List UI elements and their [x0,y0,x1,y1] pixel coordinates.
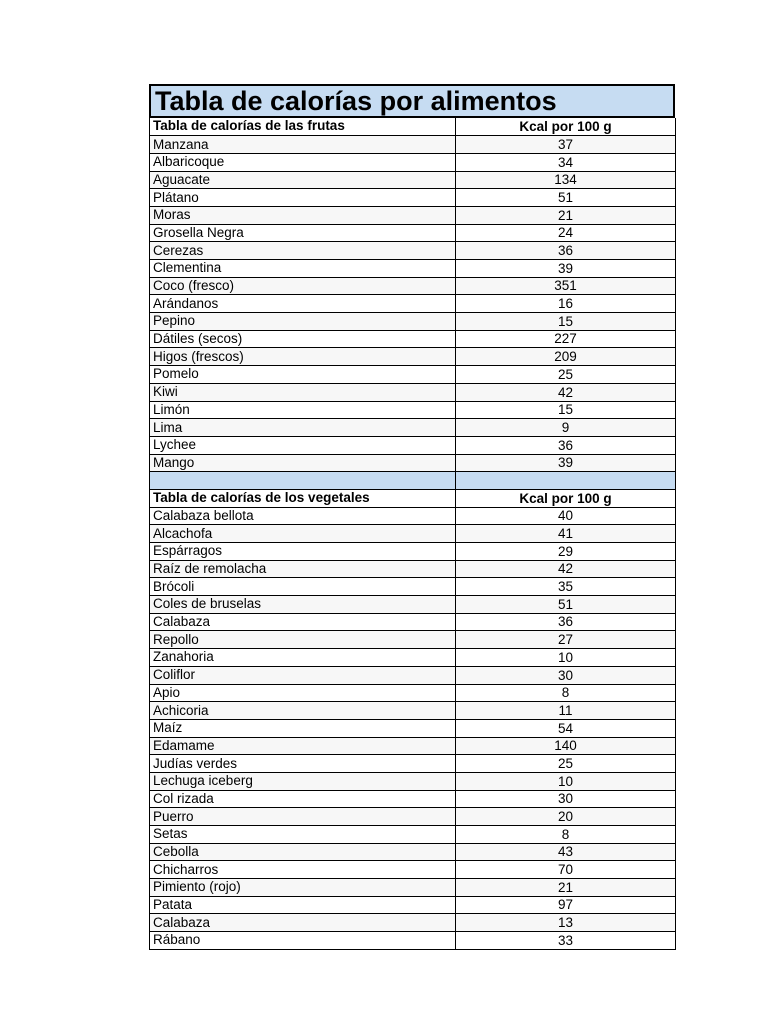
kcal-value-cell: 20 [456,808,676,826]
kcal-value-cell: 16 [456,295,676,313]
table-row [150,896,676,914]
food-name-cell: Kiwi [150,383,456,401]
food-name-cell: Lechuga iceberg [150,772,456,790]
page-title: Tabla de calorías por alimentos [149,84,675,118]
kcal-value-cell: 34 [456,153,676,171]
food-name-cell: Rábano [150,932,456,950]
food-name-cell: Puerro [150,808,456,826]
table-row [150,348,676,366]
kcal-value-cell: 209 [456,348,676,366]
food-name-cell: Grosella Negra [150,224,456,242]
food-name-cell: Apio [150,684,456,702]
food-name-cell: Raíz de remolacha [150,560,456,578]
food-name-cell: Patata [150,896,456,914]
kcal-value-cell: 351 [456,277,676,295]
kcal-value-cell: 25 [456,366,676,384]
table-row [150,525,676,543]
kcal-value-cell: 140 [456,737,676,755]
kcal-value-cell: 36 [456,436,676,454]
food-name-cell: Pepino [150,313,456,331]
kcal-value-cell: 8 [456,684,676,702]
kcal-value-cell: 36 [456,613,676,631]
table-row [150,383,676,401]
kcal-value-cell: 97 [456,896,676,914]
food-name-cell: Cebolla [150,843,456,861]
table-row [150,277,676,295]
section-header-label: Tabla de calorías de los vegetales [150,489,456,507]
table-row [150,596,676,614]
food-name-cell: Coco (fresco) [150,277,456,295]
kcal-value-cell: 13 [456,914,676,932]
kcal-value-cell: 42 [456,383,676,401]
food-name-cell: Aguacate [150,171,456,189]
kcal-value-cell: 36 [456,242,676,260]
table-row [150,543,676,561]
section-header-row [150,118,676,136]
table-row [150,631,676,649]
kcal-value-cell: 51 [456,189,676,207]
food-name-cell: Manzana [150,136,456,154]
food-name-cell: Espárragos [150,543,456,561]
food-name-cell: Calabaza [150,914,456,932]
section-header-unit: Kcal por 100 g [456,489,676,507]
kcal-value-cell: 39 [456,454,676,472]
food-name-cell: Lychee [150,436,456,454]
kcal-value-cell: 43 [456,843,676,861]
kcal-value-cell: 27 [456,631,676,649]
kcal-value-cell: 42 [456,560,676,578]
kcal-value-cell: 30 [456,790,676,808]
table-row [150,613,676,631]
food-name-cell: Cerezas [150,242,456,260]
food-name-cell: Mango [150,454,456,472]
food-name-cell: Coles de bruselas [150,596,456,614]
kcal-value-cell: 25 [456,755,676,773]
table-row [150,189,676,207]
food-name-cell: Plátano [150,189,456,207]
kcal-value-cell: 37 [456,136,676,154]
section-header-unit: Kcal por 100 g [456,118,676,136]
food-name-cell: Albaricoque [150,153,456,171]
kcal-value-cell: 70 [456,861,676,879]
kcal-value-cell: 33 [456,932,676,950]
table-row [150,932,676,950]
kcal-value-cell: 40 [456,507,676,525]
food-name-cell: Limón [150,401,456,419]
table-row [150,578,676,596]
table-row [150,260,676,278]
food-name-cell: Higos (frescos) [150,348,456,366]
food-name-cell: Dátiles (secos) [150,330,456,348]
kcal-value-cell: 15 [456,401,676,419]
table-row [150,914,676,932]
table-row [150,330,676,348]
table-row [150,242,676,260]
kcal-value-cell: 29 [456,543,676,561]
kcal-value-cell: 39 [456,260,676,278]
table-row [150,826,676,844]
kcal-value-cell: 21 [456,879,676,897]
table-row [150,684,676,702]
food-name-cell: Coliflor [150,666,456,684]
table-row [150,666,676,684]
table-row [150,861,676,879]
kcal-value-cell: 15 [456,313,676,331]
kcal-value-cell: 51 [456,596,676,614]
table-row [150,702,676,720]
kcal-value-cell: 10 [456,649,676,667]
table-row [150,790,676,808]
table-row [150,755,676,773]
separator-cell [456,472,676,490]
table-row [150,454,676,472]
food-name-cell: Moras [150,206,456,224]
food-name-cell: Judías verdes [150,755,456,773]
table-row [150,171,676,189]
food-name-cell: Edamame [150,737,456,755]
food-name-cell: Col rizada [150,790,456,808]
food-name-cell: Calabaza bellota [150,507,456,525]
table-row [150,772,676,790]
food-name-cell: Pomelo [150,366,456,384]
table-row [150,436,676,454]
calorie-sheet [149,84,675,950]
table-row [150,507,676,525]
table-row [150,808,676,826]
food-name-cell: Setas [150,826,456,844]
food-name-cell: Lima [150,419,456,437]
table-row [150,313,676,331]
table-row [150,737,676,755]
calorie-table [149,118,676,950]
calorie-table-body [150,118,676,949]
food-name-cell: Calabaza [150,613,456,631]
table-row [150,649,676,667]
table-row [150,136,676,154]
food-name-cell: Alcachofa [150,525,456,543]
kcal-value-cell: 41 [456,525,676,543]
kcal-value-cell: 30 [456,666,676,684]
table-row [150,366,676,384]
separator-cell [150,472,456,490]
food-name-cell: Zanahoria [150,649,456,667]
kcal-value-cell: 134 [456,171,676,189]
kcal-value-cell: 54 [456,719,676,737]
kcal-value-cell: 227 [456,330,676,348]
food-name-cell: Pimiento (rojo) [150,879,456,897]
food-name-cell: Brócoli [150,578,456,596]
table-row [150,843,676,861]
kcal-value-cell: 24 [456,224,676,242]
kcal-value-cell: 35 [456,578,676,596]
table-row [150,153,676,171]
food-name-cell: Clementina [150,260,456,278]
kcal-value-cell: 8 [456,826,676,844]
kcal-value-cell: 9 [456,419,676,437]
table-row [150,719,676,737]
food-name-cell: Achicoria [150,702,456,720]
food-name-cell: Chicharros [150,861,456,879]
section-header-row [150,489,676,507]
kcal-value-cell: 11 [456,702,676,720]
food-name-cell: Arándanos [150,295,456,313]
kcal-value-cell: 10 [456,772,676,790]
section-separator [150,472,676,490]
table-row [150,295,676,313]
table-row [150,560,676,578]
table-row [150,206,676,224]
table-row [150,879,676,897]
food-name-cell: Maíz [150,719,456,737]
table-row [150,224,676,242]
kcal-value-cell: 21 [456,206,676,224]
food-name-cell: Repollo [150,631,456,649]
table-row [150,419,676,437]
table-row [150,401,676,419]
section-header-label: Tabla de calorías de las frutas [150,118,456,136]
